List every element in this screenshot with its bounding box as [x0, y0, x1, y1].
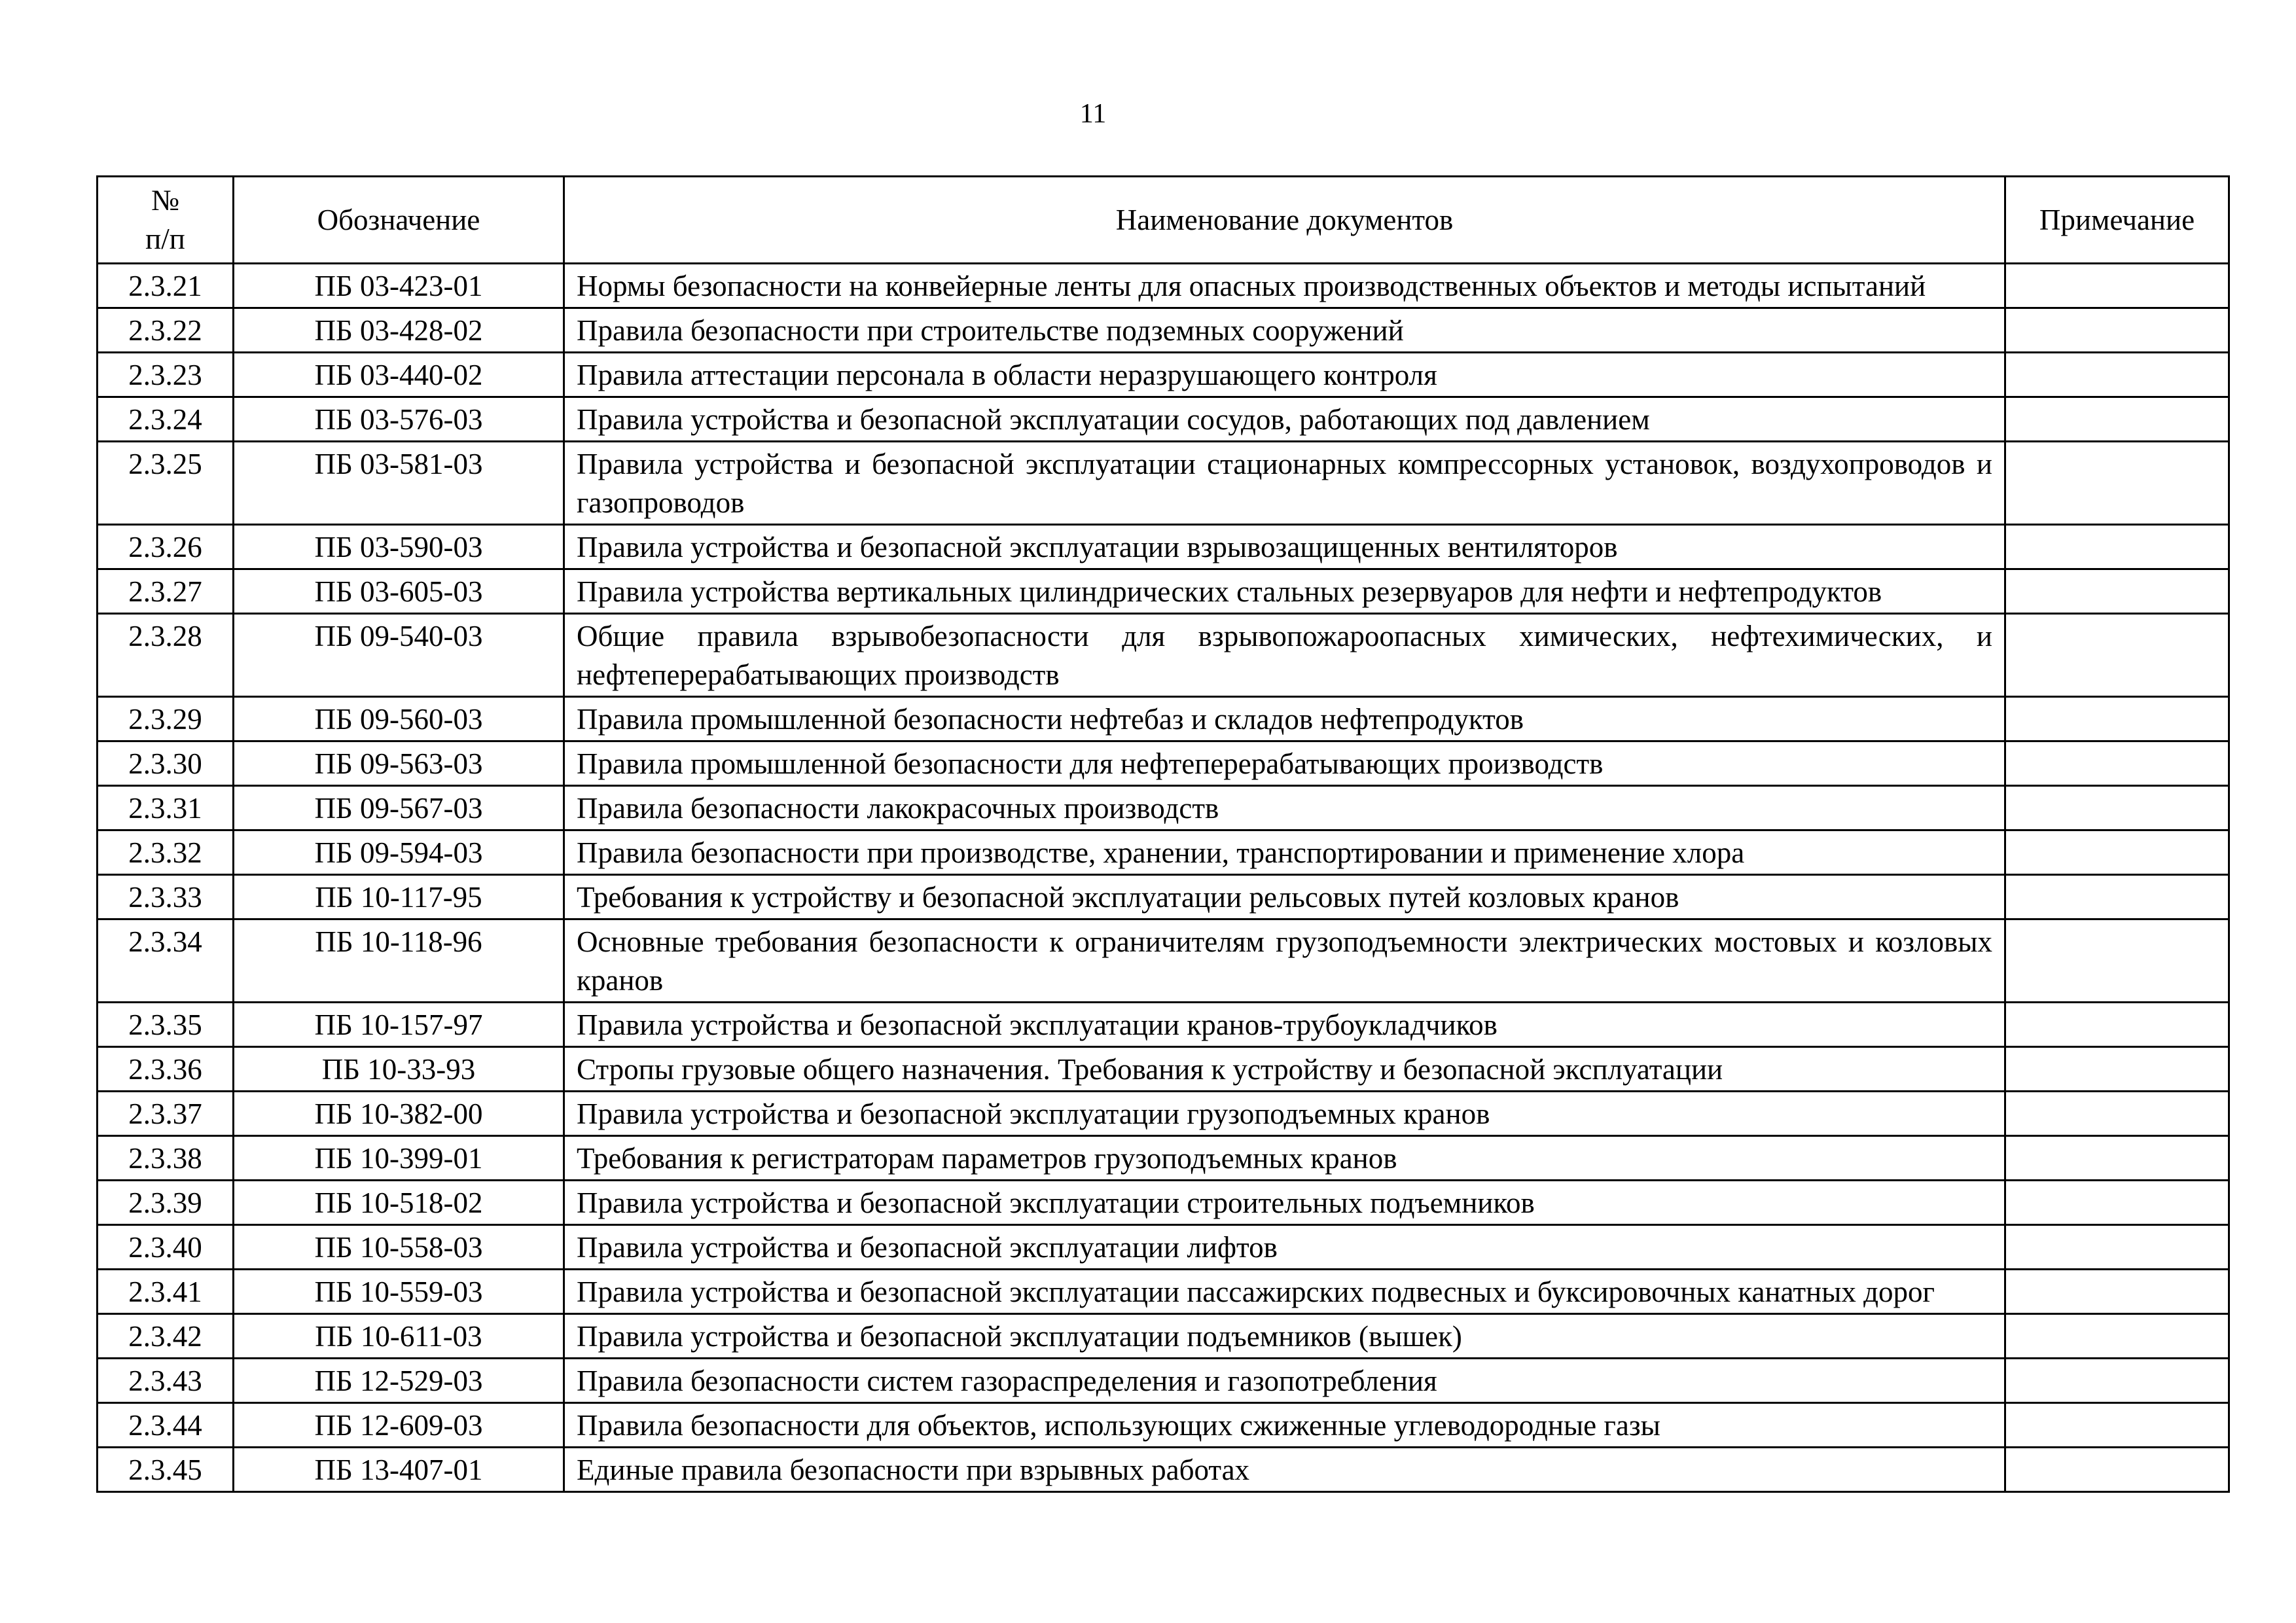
- row-note: [2005, 830, 2229, 875]
- table-row: [98, 569, 2229, 614]
- row-note: [2005, 1225, 2229, 1270]
- row-note: [2005, 442, 2229, 525]
- row-number: 2.3.45: [98, 1448, 234, 1492]
- row-document-name: Правила устройства и безопасной эксплуатации стационарных компрессорных установок, воздухопроводов и газопроводов: [564, 442, 2005, 525]
- table-row: [98, 525, 2229, 569]
- row-note: [2005, 569, 2229, 614]
- row-note: [2005, 1270, 2229, 1314]
- row-note: [2005, 525, 2229, 569]
- table-row: [98, 1225, 2229, 1270]
- row-designation: ПБ 10-558-03: [234, 1225, 564, 1270]
- header-designation: Обозначение: [234, 177, 564, 264]
- row-document-name: Единые правила безопасности при взрывных работах: [564, 1448, 2005, 1492]
- row-document-name: Правила устройства и безопасной эксплуатации пассажирских подвесных и буксировочных канатных дорог: [564, 1270, 2005, 1314]
- table-row: [98, 1003, 2229, 1047]
- row-designation: ПБ 13-407-01: [234, 1448, 564, 1492]
- row-document-name: Нормы безопасности на конвейерные ленты для опасных производственных объектов и методы испытаний: [564, 264, 2005, 308]
- row-note: [2005, 1003, 2229, 1047]
- table-row: [98, 614, 2229, 697]
- row-designation: ПБ 10-117-95: [234, 875, 564, 919]
- table-row: [98, 786, 2229, 830]
- row-number: 2.3.37: [98, 1092, 234, 1136]
- table-row: [98, 1403, 2229, 1448]
- row-number: 2.3.27: [98, 569, 234, 614]
- table-row: [98, 1181, 2229, 1225]
- row-document-name: Правила промышленной безопасности для нефтеперерабатывающих производств: [564, 741, 2005, 786]
- table-row: [98, 397, 2229, 442]
- row-document-name: Основные требования безопасности к ограничителям грузоподъемности электрических мостовых и козловых кранов: [564, 919, 2005, 1003]
- row-designation: ПБ 09-560-03: [234, 697, 564, 741]
- row-note: [2005, 353, 2229, 397]
- row-note: [2005, 919, 2229, 1003]
- row-number: 2.3.39: [98, 1181, 234, 1225]
- table-row: [98, 1359, 2229, 1403]
- row-document-name: Правила промышленной безопасности нефтебаз и складов нефтепродуктов: [564, 697, 2005, 741]
- row-document-name: Правила безопасности для объектов, использующих сжиженные углеводородные газы: [564, 1403, 2005, 1448]
- row-number: 2.3.41: [98, 1270, 234, 1314]
- row-note: [2005, 308, 2229, 353]
- table-row: [98, 264, 2229, 308]
- row-designation: ПБ 03-440-02: [234, 353, 564, 397]
- documents-table: [96, 175, 2230, 1493]
- table-row: [98, 1270, 2229, 1314]
- row-note: [2005, 1448, 2229, 1492]
- row-document-name: Правила устройства вертикальных цилиндрических стальных резервуаров для нефти и нефтепродуктов: [564, 569, 2005, 614]
- row-note: [2005, 741, 2229, 786]
- row-number: 2.3.24: [98, 397, 234, 442]
- row-number: 2.3.31: [98, 786, 234, 830]
- row-note: [2005, 397, 2229, 442]
- row-designation: ПБ 10-399-01: [234, 1136, 564, 1181]
- row-designation: ПБ 12-529-03: [234, 1359, 564, 1403]
- table-row: [98, 741, 2229, 786]
- table-row: [98, 1314, 2229, 1359]
- row-designation: ПБ 09-594-03: [234, 830, 564, 875]
- row-document-name: Стропы грузовые общего назначения. Требования к устройству и безопасной эксплуатации: [564, 1047, 2005, 1092]
- row-designation: ПБ 12-609-03: [234, 1403, 564, 1448]
- row-number: 2.3.22: [98, 308, 234, 353]
- row-document-name: Правила аттестации персонала в области неразрушающего контроля: [564, 353, 2005, 397]
- header-document-name: Наименование документов: [564, 177, 2005, 264]
- table-row: [98, 919, 2229, 1003]
- row-designation: ПБ 10-157-97: [234, 1003, 564, 1047]
- row-designation: ПБ 10-118-96: [234, 919, 564, 1003]
- row-document-name: Правила устройства и безопасной эксплуатации лифтов: [564, 1225, 2005, 1270]
- table-header-row: [98, 177, 2229, 264]
- row-document-name: Требования к устройству и безопасной эксплуатации рельсовых путей козловых кранов: [564, 875, 2005, 919]
- row-note: [2005, 614, 2229, 697]
- row-note: [2005, 1047, 2229, 1092]
- row-designation: ПБ 03-576-03: [234, 397, 564, 442]
- table-row: [98, 697, 2229, 741]
- table-row: [98, 1448, 2229, 1492]
- row-note: [2005, 1314, 2229, 1359]
- row-designation: ПБ 10-518-02: [234, 1181, 564, 1225]
- row-designation: ПБ 09-540-03: [234, 614, 564, 697]
- row-number: 2.3.28: [98, 614, 234, 697]
- table-row: [98, 442, 2229, 525]
- row-number: 2.3.32: [98, 830, 234, 875]
- row-number: 2.3.33: [98, 875, 234, 919]
- header-number: [98, 177, 234, 264]
- table-row: [98, 353, 2229, 397]
- row-note: [2005, 697, 2229, 741]
- row-designation: ПБ 03-428-02: [234, 308, 564, 353]
- row-document-name: Правила безопасности при строительстве подземных сооружений: [564, 308, 2005, 353]
- row-document-name: Правила устройства и безопасной эксплуатации взрывозащищенных вентиляторов: [564, 525, 2005, 569]
- row-designation: ПБ 03-423-01: [234, 264, 564, 308]
- row-designation: ПБ 10-382-00: [234, 1092, 564, 1136]
- row-number: 2.3.34: [98, 919, 234, 1003]
- row-designation: ПБ 10-611-03: [234, 1314, 564, 1359]
- row-number: 2.3.40: [98, 1225, 234, 1270]
- row-designation: ПБ 10-559-03: [234, 1270, 564, 1314]
- row-designation: ПБ 03-581-03: [234, 442, 564, 525]
- row-document-name: Правила устройства и безопасной эксплуатации кранов-трубоукладчиков: [564, 1003, 2005, 1047]
- row-number: 2.3.35: [98, 1003, 234, 1047]
- row-note: [2005, 786, 2229, 830]
- row-number: 2.3.26: [98, 525, 234, 569]
- row-designation: ПБ 03-605-03: [234, 569, 564, 614]
- row-number: 2.3.25: [98, 442, 234, 525]
- row-number: 2.3.29: [98, 697, 234, 741]
- table-body: [98, 264, 2229, 1492]
- row-number: 2.3.23: [98, 353, 234, 397]
- row-note: [2005, 1403, 2229, 1448]
- row-note: [2005, 1092, 2229, 1136]
- header-note: Примечание: [2005, 177, 2229, 264]
- row-document-name: Правила безопасности систем газораспределения и газопотребления: [564, 1359, 2005, 1403]
- row-note: [2005, 875, 2229, 919]
- row-number: 2.3.21: [98, 264, 234, 308]
- table-row: [98, 875, 2229, 919]
- row-document-name: Общие правила взрывобезопасности для взрывопожароопасных химических, нефтехимических, и нефтеперерабатывающих производств: [564, 614, 2005, 697]
- row-document-name: Правила безопасности при производстве, хранении, транспортировании и применение хлора: [564, 830, 2005, 875]
- row-number: 2.3.44: [98, 1403, 234, 1448]
- row-note: [2005, 264, 2229, 308]
- header-number-symbol: №: [151, 184, 179, 217]
- header-number-abbr: п/п: [145, 223, 185, 255]
- table-row: [98, 1047, 2229, 1092]
- row-document-name: Правила устройства и безопасной эксплуатации строительных подъемников: [564, 1181, 2005, 1225]
- table-row: [98, 308, 2229, 353]
- row-note: [2005, 1181, 2229, 1225]
- row-number: 2.3.42: [98, 1314, 234, 1359]
- row-number: 2.3.43: [98, 1359, 234, 1403]
- row-document-name: Требования к регистраторам параметров грузоподъемных кранов: [564, 1136, 2005, 1181]
- row-designation: ПБ 10-33-93: [234, 1047, 564, 1092]
- row-document-name: Правила безопасности лакокрасочных производств: [564, 786, 2005, 830]
- row-designation: ПБ 09-567-03: [234, 786, 564, 830]
- row-note: [2005, 1136, 2229, 1181]
- row-number: 2.3.38: [98, 1136, 234, 1181]
- row-document-name: Правила устройства и безопасной эксплуатации подъемников (вышек): [564, 1314, 2005, 1359]
- row-document-name: Правила устройства и безопасной эксплуатации грузоподъемных кранов: [564, 1092, 2005, 1136]
- row-number: 2.3.30: [98, 741, 234, 786]
- row-number: 2.3.36: [98, 1047, 234, 1092]
- table-row: [98, 830, 2229, 875]
- row-document-name: Правила устройства и безопасной эксплуатации сосудов, работающих под давлением: [564, 397, 2005, 442]
- table-row: [98, 1136, 2229, 1181]
- table-row: [98, 1092, 2229, 1136]
- row-designation: ПБ 09-563-03: [234, 741, 564, 786]
- row-designation: ПБ 03-590-03: [234, 525, 564, 569]
- row-note: [2005, 1359, 2229, 1403]
- page-number: 11: [1079, 99, 1107, 129]
